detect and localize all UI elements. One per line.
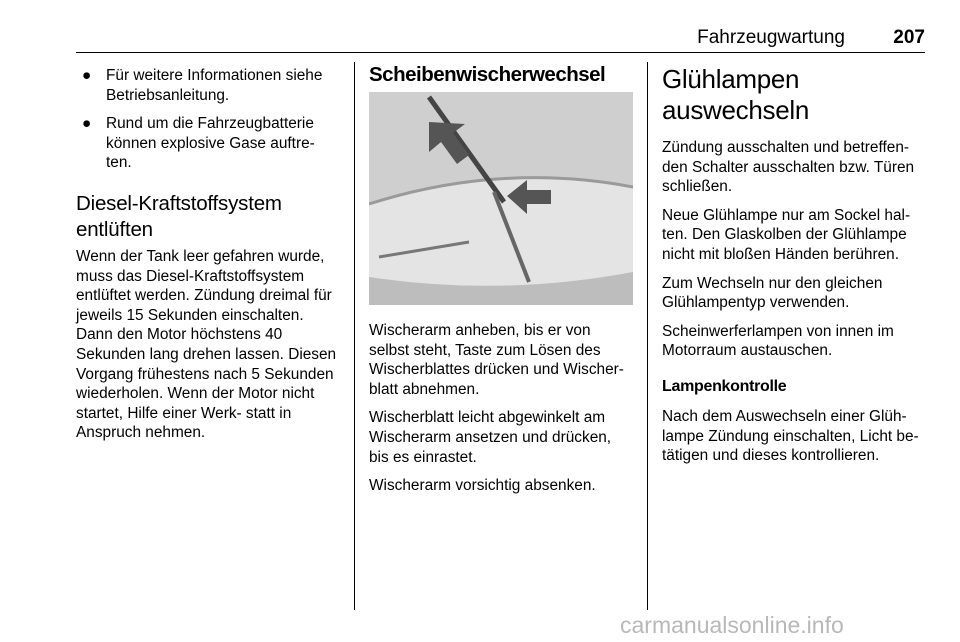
body-paragraph: Zum Wechseln nur den gleichen Glühlampentyp verwenden. <box>662 274 883 312</box>
column-left <box>76 62 344 443</box>
body-paragraph: Wenn der Tank leer gefahren wurde, muss das Diesel-Kraftstoffsystem entlüftet werden. Zündung dreimal für jeweils 15 Sekunden einschalten. Dann den Motor höchstens 40 Sekunden lang drehen lassen. Diesen Vorgang frühestens nach 5 Sekunden wiederholen. Wenn der Motor nicht startet, Hilfe einer Werk- statt in Anspruch nehmen. <box>76 247 337 442</box>
body-paragraph: Zündung ausschalten und betreffen- den Schalter ausschalten bzw. Türen schließen. <box>662 139 915 196</box>
section-heading-diesel <box>76 191 344 243</box>
body-paragraph: Wischerarm anheben, bis er von selbst steht, Taste zum Lösen des Wischerblattes drücken und Wischer- blatt abnehmen. <box>369 322 624 398</box>
column-divider-1 <box>354 62 355 610</box>
list-item <box>76 114 344 173</box>
section-heading-bulbs <box>662 64 928 126</box>
page-number: 207 <box>893 27 925 48</box>
column-right <box>662 62 928 475</box>
watermark-text: carmanualsonline.info <box>620 612 844 638</box>
heading-line: auswechseln <box>662 95 810 125</box>
section-heading-wiper: Scheibenwischerwechsel <box>369 63 606 86</box>
bullet-icon: ● <box>82 67 92 84</box>
bullet-text: Rund um die Fahrzeugbatterie können explosive Gase auftre- ten. <box>106 115 315 172</box>
heading-line: Glühlampen <box>662 64 800 94</box>
column-middle <box>369 62 633 505</box>
bullet-icon: ● <box>82 115 92 133</box>
subheading-lamp-check: Lampenkontrolle <box>662 377 787 395</box>
bullet-text: Für weitere Informationen siehe Betriebsanleitung. <box>106 67 323 104</box>
list-item <box>76 66 344 105</box>
bullet-list <box>76 66 344 173</box>
wiper-figure-svg <box>369 92 633 305</box>
section-title: Fahrzeugwartung <box>697 27 845 48</box>
body-paragraph: Nach dem Auswechseln einer Glüh- lampe Zündung einschalten, Licht be- tätigen und dieses kontrollieren. <box>662 407 919 465</box>
heading-line: entlüften <box>76 217 153 241</box>
body-paragraph: Wischerblatt leicht abgewinkelt am Wischerarm ansetzen und drücken, bis es einrastet. <box>369 409 612 466</box>
body-paragraph: Wischerarm vorsichtig absenken. <box>369 477 596 495</box>
body-paragraph: Scheinwerferlampen von innen im Motorraum austauschen. <box>662 322 894 360</box>
page-header <box>76 26 925 53</box>
body-paragraph: Neue Glühlampe nur am Sockel hal- ten. Den Glaskolben der Glühlampe nicht mit bloßen Händen berühren. <box>662 206 911 263</box>
wiper-illustration <box>369 92 633 305</box>
heading-line: Diesel-Kraftstoffsystem <box>76 191 282 215</box>
column-divider-2 <box>647 62 648 610</box>
